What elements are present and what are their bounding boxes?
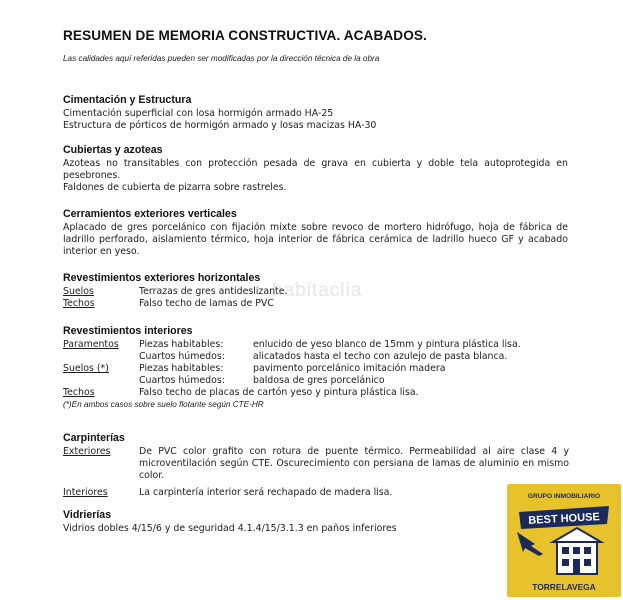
logo-top-text: GRUPO INMOBILIARIO (527, 493, 601, 500)
section-cerramientos (63, 208, 568, 258)
section-heading: Cubiertas y azoteas (63, 144, 163, 156)
row-text: Terrazas de gres antideslizante. (139, 286, 288, 297)
section-paragraph: Aplacado de gres porcelánico con fijación mixte sobre revoco de mortero hidrófugo, hoja de fábrica de ladrillo perforado, aislamiento térmico, hoja interior de fábrica cerámica de ladrillo hueco GF y acabado interior en yeso. (63, 222, 568, 257)
company-logo (507, 484, 621, 597)
row-text: enlucido de yeso blanco de 15mm y pintura plástica lisa. (253, 339, 521, 350)
footnote: (*)En ambos casos sobre suelo flotante según CTE-HR (63, 400, 264, 409)
section-heading: Vidrierías (63, 509, 112, 521)
section-paragraph: Azoteas no transitables con protección pesada de grava en cubierta y doble tela autoprotegida en pesebrones. (63, 158, 568, 181)
row-label: Interiores (63, 487, 108, 498)
logo-bottom-text: TORRELAVEGA (532, 582, 596, 592)
section-revestimientos-exteriores (63, 272, 568, 310)
table-row (63, 363, 568, 375)
section-heading: Cimentación y Estructura (63, 94, 192, 106)
row-text: Falso techo de lamas de PVC (139, 298, 274, 309)
row-sublabel: Cuartos húmedos: (139, 351, 225, 362)
section-paragraph: Faldones de cubierta de pizarra sobre rastreles. (63, 182, 287, 193)
table-row (63, 339, 568, 351)
section-cubiertas (63, 144, 568, 194)
row-label: Techos (63, 298, 95, 309)
table-row (63, 375, 568, 387)
section-heading: Cerramientos exteriores verticales (63, 208, 237, 220)
page-subtitle: Las calidades aquí referidas pueden ser modificadas por la dirección técnica de la obra (63, 54, 380, 63)
row-text: baldosa de gres porcelánico (253, 375, 385, 386)
table-row (63, 280, 568, 301)
section-line: Vidrios dobles 4/15/6 y de seguridad 4.1.4/15/3.1.3 en paños inferiores (63, 523, 397, 534)
row-label: Suelos (63, 286, 94, 297)
table-row (63, 298, 568, 310)
row-label: Exteriores (63, 446, 111, 457)
row-sublabel: Piezas habitables: (139, 363, 224, 374)
watermark: habitaclia (272, 280, 363, 301)
section-heading: Revestimientos exteriores horizontales (63, 272, 261, 284)
row-text: De PVC color grafito con rotura de puente térmico. Permeabilidad al aire clase 4 y microventilación según CTE. Oscurecimiento con persiana de lamas de aluminio en mismo color. (139, 446, 569, 481)
page-title: RESUMEN DE MEMORIA CONSTRUCTIVA. ACABADOS. (63, 28, 427, 43)
row-sublabel: Cuartos húmedos: (139, 375, 225, 386)
row-text: pavimento porcelánico imitación madera (253, 363, 446, 374)
table-row (63, 351, 568, 363)
section-line: Estructura de pórticos de hormigón armado y losas macizas HA-30 (63, 120, 377, 131)
row-label: Techos (63, 387, 95, 398)
logo-brand-text: BEST HOUSE (528, 511, 601, 527)
table-row (63, 487, 568, 499)
table-row (63, 446, 568, 482)
section-heading: Carpinterías (63, 432, 125, 444)
table-row (63, 387, 568, 399)
section-revestimientos-interiores (63, 325, 568, 411)
section-cimentacion (63, 94, 568, 132)
row-text: alicatados hasta el techo con azulejo de pasta blanca. (253, 351, 508, 362)
row-sublabel: Piezas habitables: (139, 339, 224, 350)
section-line: Cimentación superficial con losa hormigón armado HA-25 (63, 108, 334, 119)
row-text: Falso techo de placas de cartón yeso y pintura plástica lisa. (139, 387, 419, 398)
section-vidrierias (63, 509, 568, 535)
best-house-emblem (513, 502, 615, 580)
row-text: La carpintería interior será rechapado de madera lisa. (139, 487, 393, 498)
row-label: Suelos (*) (63, 363, 109, 374)
section-carpinterias (63, 432, 568, 499)
section-heading: Revestimientos interiores (63, 325, 193, 337)
row-label: Paramentos (63, 339, 119, 350)
